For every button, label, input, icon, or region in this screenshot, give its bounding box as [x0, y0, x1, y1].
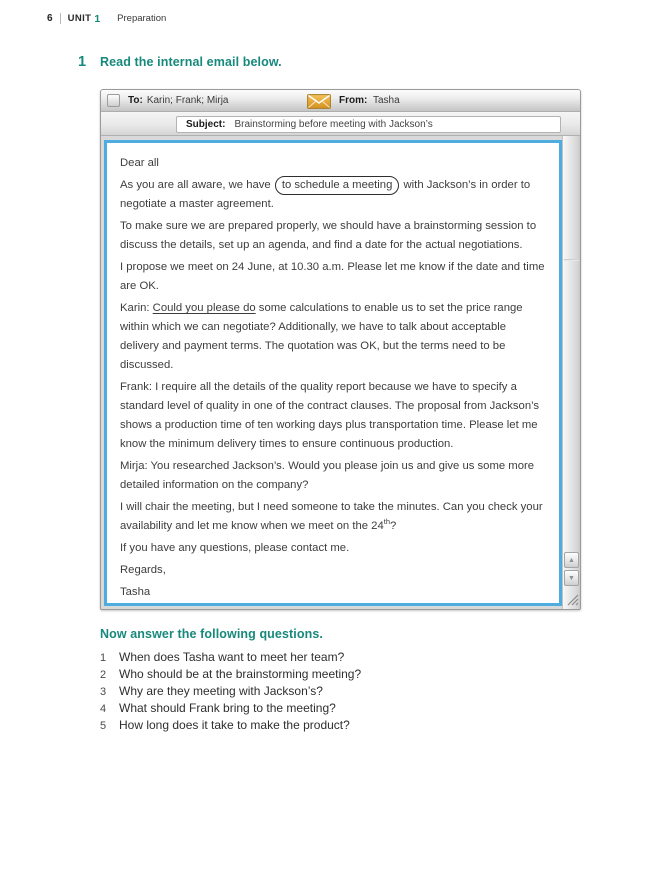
question-text: When does Tasha want to meet her team?	[119, 650, 345, 664]
question-text: Why are they meeting with Jackson’s?	[119, 684, 323, 698]
to-value: Karin; Frank; Mirja	[146, 95, 229, 106]
scroll-up-icon: ▲	[568, 556, 575, 564]
question-item	[100, 718, 361, 735]
email-paragraph: I propose we meet on 24 June, at 10.30 a.m. Please let me know if the date and time are OK.	[120, 261, 545, 292]
question-number: 5	[100, 720, 107, 732]
scroll-down-icon: ▼	[568, 574, 575, 582]
question-number: 2	[100, 669, 107, 681]
page-header	[47, 12, 166, 25]
email-closing: Regards,	[120, 564, 166, 576]
question-text: What should Frank bring to the meeting?	[119, 701, 336, 715]
question-text: Who should be at the brainstorming meeting?	[119, 667, 362, 681]
header-divider	[60, 13, 61, 24]
question-item	[100, 667, 361, 684]
email-body-frame	[101, 136, 580, 609]
question-item	[100, 684, 361, 701]
unit-label: UNIT	[67, 13, 92, 24]
email-paragraph: I will chair the meeting, but I need someone to take the minutes. Can you check your availability and let me know when we meet on the 24th?	[120, 501, 543, 532]
email-paragraph: If you have any questions, please contact me.	[120, 542, 350, 554]
diagonal-grip-icon	[566, 593, 579, 606]
email-paragraph: Mirja: You researched Jackson’s. Would you please join us and give us some more detailed information on the company?	[120, 460, 535, 491]
scroll-up-button[interactable]	[564, 552, 579, 568]
email-window	[100, 89, 581, 610]
email-subject-bar	[101, 113, 580, 136]
scrollbar-thumb-edge	[564, 259, 579, 261]
email-to-bar	[101, 90, 580, 112]
question-item	[100, 701, 361, 718]
email-paragraph: As you are all aware, we have to schedule a meeting with Jackson’s in order to negotiate a master agreement.	[120, 176, 545, 214]
email-greeting: Dear all	[120, 157, 159, 169]
unit-number: 1	[94, 12, 101, 25]
email-signature: Tasha	[120, 586, 151, 598]
email-paragraph: Frank: I require all the details of the quality report because we have to specify a standard level of quality in one of the contract clauses. The proposal from Jackson’s shows a production time of ten working days plus transportation time. Please let me know the minimum delivery times to ensure continuous production.	[120, 381, 540, 450]
exercise-heading	[78, 54, 282, 70]
underlined-annotation: Could you please do	[152, 302, 256, 314]
unit-title: Preparation	[117, 13, 167, 24]
exercise-number: 1	[78, 54, 87, 70]
question-number: 3	[100, 686, 107, 698]
email-body	[104, 140, 562, 606]
superscript-th: th	[383, 517, 391, 527]
subject-label: Subject:	[186, 119, 226, 130]
resize-handle[interactable]	[565, 590, 579, 606]
exercise-instruction: Read the internal email below.	[100, 55, 282, 69]
page-number: 6	[47, 13, 53, 24]
question-text: How long does it take to make the product?	[119, 718, 350, 732]
question-number: 4	[100, 703, 107, 715]
envelope-icon	[307, 94, 331, 109]
subject-value: Brainstorming before meeting with Jackson’s	[234, 119, 433, 130]
from-value: Tasha	[373, 95, 400, 106]
scrollbar-track[interactable]	[562, 136, 580, 609]
to-label: To:	[128, 95, 143, 106]
subject-input[interactable]	[176, 116, 561, 133]
email-paragraph: To make sure we are prepared properly, we should have a brainstorming session to discuss the details, set up an agenda, and find a date for the actual negotiations.	[120, 220, 537, 251]
email-paragraph: Karin: Could you please do some calculations to enable us to set the price range within which we can negotiate? Additionally, we have to talk about acceptable delivery and payment terms. The quotation was OK, but the terms need to be discussed.	[120, 302, 523, 371]
questions-heading: Now answer the following questions.	[100, 627, 323, 641]
toolbar-square-button[interactable]	[107, 94, 120, 107]
circled-annotation: to schedule a meeting	[275, 176, 400, 195]
question-item	[100, 650, 361, 667]
from-label: From:	[339, 95, 368, 106]
email-text	[107, 143, 559, 602]
scroll-down-button[interactable]	[564, 570, 579, 586]
question-number: 1	[100, 652, 107, 664]
questions-list	[100, 650, 361, 735]
